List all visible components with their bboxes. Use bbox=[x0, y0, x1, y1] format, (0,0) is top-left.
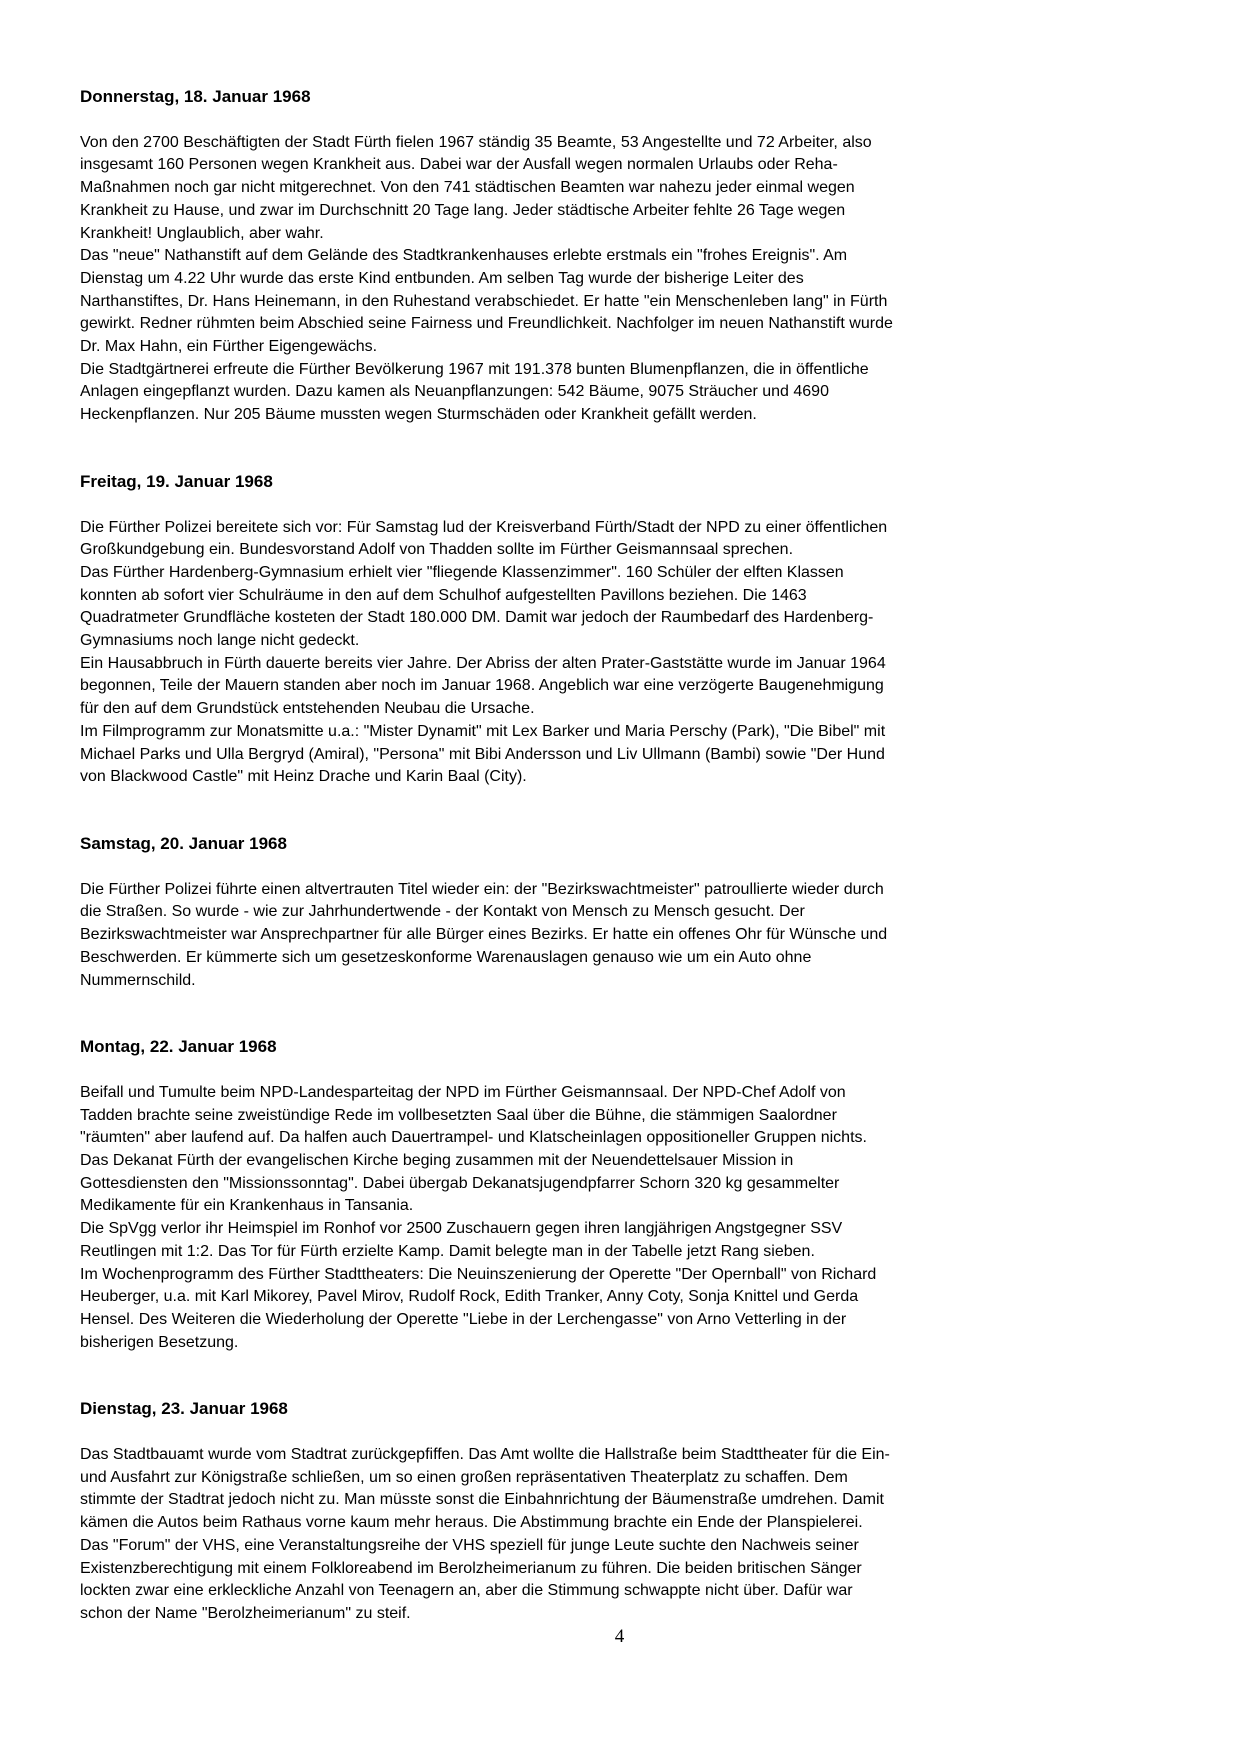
section bbox=[80, 833, 1160, 992]
section-paragraph bbox=[80, 879, 1160, 993]
text-line: Dienstag um 4.22 Uhr wurde das erste Kind entbunden. Am selben Tag wurde der bisherige Leiter des bbox=[80, 269, 804, 287]
text-line: Existenzberechtigung mit einem Folkloreabend im Berolzheimerianum zu führen. Die beiden britischen Sänger bbox=[80, 1559, 862, 1577]
section-heading: Donnerstag, 18. Januar 1968 bbox=[80, 87, 311, 106]
text-line: Das Dekanat Fürth der evangelischen Kirche beging zusammen mit der Neuendettelsauer Mission in bbox=[80, 1152, 794, 1170]
text-line: schon der Name "Berolzheimerianum" zu steif. bbox=[80, 1604, 411, 1622]
text-line: Von den 2700 Beschäftigten der Stadt Fürth fielen 1967 ständig 35 Beamte, 53 Angestellte und 72 Arbeiter, also bbox=[80, 133, 872, 151]
page-number: 4 bbox=[614, 1626, 625, 1647]
text-line: bisherigen Besetzung. bbox=[80, 1333, 239, 1351]
section-heading: Samstag, 20. Januar 1968 bbox=[80, 833, 287, 853]
text-line: Großkundgebung ein. Bundesvorstand Adolf von Thadden sollte im Fürther Geismannsaal sprechen. bbox=[80, 541, 794, 559]
text-line: Medikamente für ein Krankenhaus in Tansania. bbox=[80, 1197, 414, 1215]
text-line: Das Stadtbauamt wurde vom Stadtrat zurückgepfiffen. Das Amt wollte die Hallstraße beim Stadttheater für die Ein- bbox=[80, 1446, 890, 1464]
text-line: Die SpVgg verlor ihr Heimspiel im Ronhof vor 2500 Zuschauern gegen ihren langjährigen Angstgegner SSV bbox=[80, 1220, 843, 1238]
text-line: Gottesdiensten den "Missionssonntag". Dabei übergab Dekanatsjugendpfarrer Schorn 320 kg gesammelter bbox=[80, 1174, 840, 1192]
text-line: Das Fürther Hardenberg-Gymnasium erhielt vier "fliegende Klassenzimmer". 160 Schüler der elften Klassen bbox=[80, 563, 844, 581]
section-paragraph bbox=[80, 517, 1160, 789]
text-line: begonnen, Teile der Mauern standen aber noch im Januar 1968. Angeblich war eine verzögerte Baugenehmigung bbox=[80, 677, 884, 695]
text-line: Hensel. Des Weiteren die Wiederholung der Operette "Liebe in der Lerchengasse" von Arno Vetterling in der bbox=[80, 1310, 847, 1328]
text-line: die Straßen. So wurde - wie zur Jahrhundertwende - der Kontakt von Mensch zu Mensch gesucht. Der bbox=[80, 903, 805, 921]
text-line: Bezirkswachtmeister war Ansprechpartner für alle Bürger eines Bezirks. Er hatte ein offenes Ohr für Wünsche und bbox=[80, 926, 888, 944]
text-line: Dr. Max Hahn, ein Fürther Eigengewächs. bbox=[80, 338, 378, 356]
section bbox=[80, 1398, 1160, 1625]
section-heading: Freitag, 19. Januar 1968 bbox=[80, 471, 273, 491]
text-line: Im Wochenprogramm des Fürther Stadttheaters: Die Neuinszenierung der Operette "Der Opernball" von Richard bbox=[80, 1265, 877, 1283]
text-line: insgesamt 160 Personen wegen Krankheit aus. Dabei war der Ausfall wegen normalen Urlaubs oder Reha- bbox=[80, 156, 838, 174]
section bbox=[80, 471, 1160, 789]
text-line: Beifall und Tumulte beim NPD-Landesparteitag der NPD im Fürther Geismannsaal. Der NPD-Chef Adolf von bbox=[80, 1083, 846, 1101]
text-line: Heckenpflanzen. Nur 205 Bäume mussten wegen Sturmschäden oder Krankheit gefällt werden. bbox=[80, 406, 757, 424]
text-line: stimmte der Stadtrat jedoch nicht zu. Man müsste sonst die Einbahnrichtung der Bäumenstraße umdrehen. Damit bbox=[80, 1491, 884, 1509]
section-heading: Montag, 22. Januar 1968 bbox=[80, 1037, 277, 1057]
text-line: Das "neue" Nathanstift auf dem Gelände des Stadtkrankenhauses erlebte erstmals ein "frohes Ereignis". Am bbox=[80, 247, 848, 265]
text-line: Die Fürther Polizei führte einen altvertrauten Titel wieder ein: der "Bezirkswachtmeister" patroullierte wieder durch bbox=[80, 880, 884, 898]
text-line: Maßnahmen noch gar nicht mitgerechnet. Von den 741 städtischen Beamten war nahezu jeder einmal wegen bbox=[80, 179, 855, 197]
text-line: Gymnasiums noch lange nicht gedeckt. bbox=[80, 632, 360, 650]
text-line: Nummernschild. bbox=[80, 971, 196, 989]
text-line: Beschwerden. Er kümmerte sich um gesetzeskonforme Warenauslagen genauso wie um ein Auto ohne bbox=[80, 948, 812, 966]
section-heading: Dienstag, 23. Januar 1968 bbox=[80, 1399, 288, 1419]
text-line: und Ausfahrt zur Königstraße schließen, um so einen großen repräsentativen Theaterplatz zu schaffen. Dem bbox=[80, 1468, 848, 1486]
text-line: kämen die Autos beim Rathaus vorne kaum mehr heraus. Die Abstimmung brachte ein Ende der Planspielerei. bbox=[80, 1514, 863, 1532]
section bbox=[80, 1036, 1160, 1354]
text-line: Michael Parks und Ulla Bergryd (Amiral), "Persona" mit Bibi Andersson und Liv Ullmann (Bambi) sowie "Der Hund bbox=[80, 745, 885, 763]
text-line: Krankheit zu Hause, und zwar im Durchschnitt 20 Tage lang. Jeder städtische Arbeiter fehlte 26 Tage wegen bbox=[80, 201, 846, 219]
section-paragraph bbox=[80, 132, 1160, 427]
text-line: "räumten" aber laufend auf. Da halfen auch Dauertrampel- und Klatscheinlagen oppositioneller Gruppen nichts. bbox=[80, 1129, 867, 1147]
text-line: von Blackwood Castle" mit Heinz Drache und Karin Baal (City). bbox=[80, 768, 527, 786]
text-line: Das "Forum" der VHS, eine Veranstaltungsreihe der VHS speziell für junge Leute suchte den Nachweis seiner bbox=[80, 1536, 859, 1554]
text-line: für den auf dem Grundstück entstehenden Neubau die Ursache. bbox=[80, 700, 535, 718]
text-line: Anlagen eingepflanzt wurden. Dazu kamen als Neuanpflanzungen: 542 Bäume, 9075 Sträucher und 4690 bbox=[80, 383, 829, 401]
text-line: Ein Hausabbruch in Fürth dauerte bereits vier Jahre. Der Abriss der alten Prater-Gaststätte wurde im Januar 1964 bbox=[80, 654, 886, 672]
text-line: lockten zwar eine erkleckliche Anzahl von Teenagern an, aber die Stimmung schwappte nicht über. Dafür war bbox=[80, 1582, 853, 1600]
text-line: Krankheit! Unglaublich, aber wahr. bbox=[80, 224, 324, 242]
text-line: gewirkt. Redner rühmten beim Abschied seine Fairness und Freundlichkeit. Nachfolger im neuen Nathanstift wurde bbox=[80, 315, 893, 333]
section-paragraph bbox=[80, 1082, 1160, 1354]
text-line: Quadratmeter Grundfläche kosteten der Stadt 180.000 DM. Damit war jedoch der Raumbedarf des Hardenberg- bbox=[80, 609, 874, 627]
text-line: Im Filmprogramm zur Monatsmitte u.a.: "Mister Dynamit" mit Lex Barker und Maria Perschy (Park), "Die Bibel" mit bbox=[80, 722, 886, 740]
document-content bbox=[80, 86, 1160, 1626]
text-line: Die Stadtgärtnerei erfreute die Fürther Bevölkerung 1967 mit 191.378 bunten Blumenpflanzen, die in öffentliche bbox=[80, 360, 869, 378]
text-line: konnten ab sofort vier Schulräume in den auf dem Schulhof aufgestellten Pavillons beziehen. Die 1463 bbox=[80, 586, 807, 604]
text-line: Die Fürther Polizei bereitete sich vor: Für Samstag lud der Kreisverband Fürth/Stadt der NPD zu einer öffentlichen bbox=[80, 518, 888, 536]
text-line: Heuberger, u.a. mit Karl Mikorey, Pavel Mirov, Rudolf Rock, Edith Tranker, Anny Coty, Sonja Knittel und Gerda bbox=[80, 1288, 859, 1306]
text-line: Reutlingen mit 1:2. Das Tor für Fürth erzielte Kamp. Damit belegte man in der Tabelle jetzt Rang sieben. bbox=[80, 1242, 815, 1260]
section bbox=[80, 86, 1160, 427]
text-line: Narthanstiftes, Dr. Hans Heinemann, in den Ruhestand verabschiedet. Er hatte "ein Menschenleben lang" in Fürth bbox=[80, 292, 888, 310]
section-paragraph bbox=[80, 1444, 1160, 1626]
text-line: Tadden brachte seine zweistündige Rede im vollbesetzten Saal über die Bühne, die stämmigen Saalordner bbox=[80, 1106, 837, 1124]
